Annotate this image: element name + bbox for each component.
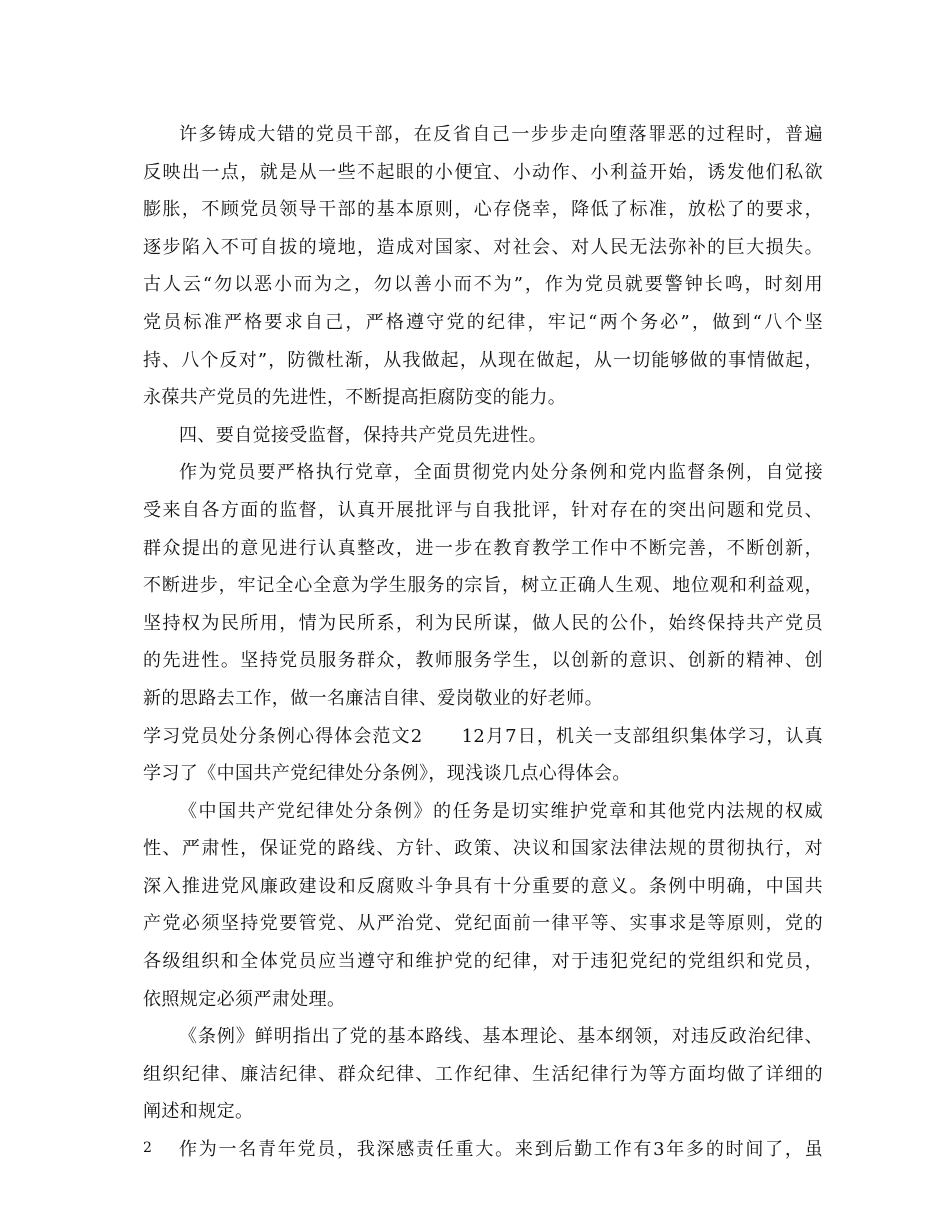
text-line: 四、要自觉接受监督，保持共产党员先进性。 — [179, 424, 547, 446]
text-line: 持、八个反对”，防微杜渐，从我做起，从现在做起，从一切能够做的事情做起， — [143, 349, 823, 371]
text-line: 受来自各方面的监督，认真开展批评与自我批评，针对存在的突出问题和党员、 — [143, 499, 823, 521]
text-line: 《条例》鲜明指出了党的基本路线、基本理论、基本纲领，对违反政治纪律、 — [179, 1026, 823, 1048]
text-line: 反映出一点，就是从一些不起眼的小便宜、小动作、小利益开始，诱发他们私欲 — [143, 161, 823, 183]
text-line: 产党必须坚持党要管党、从严治党、党纪面前一律平等、实事求是等原则，党的 — [143, 913, 823, 935]
text-line: 膨胀，不顾党员领导干部的基本原则，心存侥幸，降低了标准，放松了的要求， — [143, 199, 823, 221]
text-line: 组织纪律、廉洁纪律、群众纪律、工作纪律、生活纪律行为等方面均做了详细的 — [143, 1063, 823, 1085]
text-line: 坚持权为民所用，情为民所系，利为民所谋，做人民的公仆，始终保持共产党员 — [143, 612, 823, 634]
text-line: 性、严肃性，保证党的路线、方针、政策、决议和国家法律法规的贯彻执行，对 — [143, 838, 823, 860]
text-line: 深入推进党风廉政建设和反腐败斗争具有十分重要的意义。条例中明确，中国共 — [143, 875, 823, 897]
text-line: 学习党员处分条例心得体会范文2 12月7日，机关一支部组织集体学习，认真 — [143, 725, 823, 747]
text-line: 新的思路去工作，做一名廉洁自律、爱岗敬业的好老师。 — [143, 687, 603, 709]
page-number: 2 — [143, 1140, 152, 1156]
document-body — [143, 116, 823, 1169]
text-line: 党员标准严格要求自己，严格遵守党的纪律，牢记“两个务必”，做到“八个坚 — [143, 311, 823, 333]
text-line: 学习了《中国共产党纪律处分条例》，现浅谈几点心得体会。 — [143, 763, 631, 785]
text-line: 的先进性。坚持党员服务群众，教师服务学生，以创新的意识、创新的精神、创 — [143, 650, 823, 672]
text-line: 古人云“勿以恶小而为之，勿以善小而不为”，作为党员就要警钟长鸣，时刻用 — [143, 274, 823, 296]
text-line: 依照规定必须严肃处理。 — [143, 988, 346, 1010]
text-line: 许多铸成大错的党员干部，在反省自己一步步走向堕落罪恶的过程时，普遍 — [179, 124, 823, 145]
text-line: 逐步陷入不可自拔的境地，造成对国家、对社会、对人民无法弥补的巨大损失。 — [143, 236, 823, 258]
text-line: 作为一名青年党员，我深感责任重大。来到后勤工作有3年多的时间了，虽 — [179, 1139, 823, 1161]
text-line: 各级组织和全体党员应当遵守和维护党的纪律，对于违犯党纪的党组织和党员， — [143, 951, 823, 973]
text-line: 群众提出的意见进行认真整改，进一步在教育教学工作中不断完善，不断创新， — [143, 537, 823, 559]
text-line: 《中国共产党纪律处分条例》的任务是切实维护党章和其他党内法规的权威 — [179, 800, 823, 822]
text-line: 阐述和规定。 — [143, 1101, 254, 1123]
text-line: 不断进步，牢记全心全意为学生服务的宗旨，树立正确人生观、地位观和利益观， — [143, 575, 823, 597]
text-line: 作为党员要严格执行党章，全面贯彻党内处分条例和党内监督条例，自觉接 — [179, 462, 823, 484]
text-line: 永葆共产党员的先进性，不断提高拒腐防变的能力。 — [143, 387, 567, 409]
